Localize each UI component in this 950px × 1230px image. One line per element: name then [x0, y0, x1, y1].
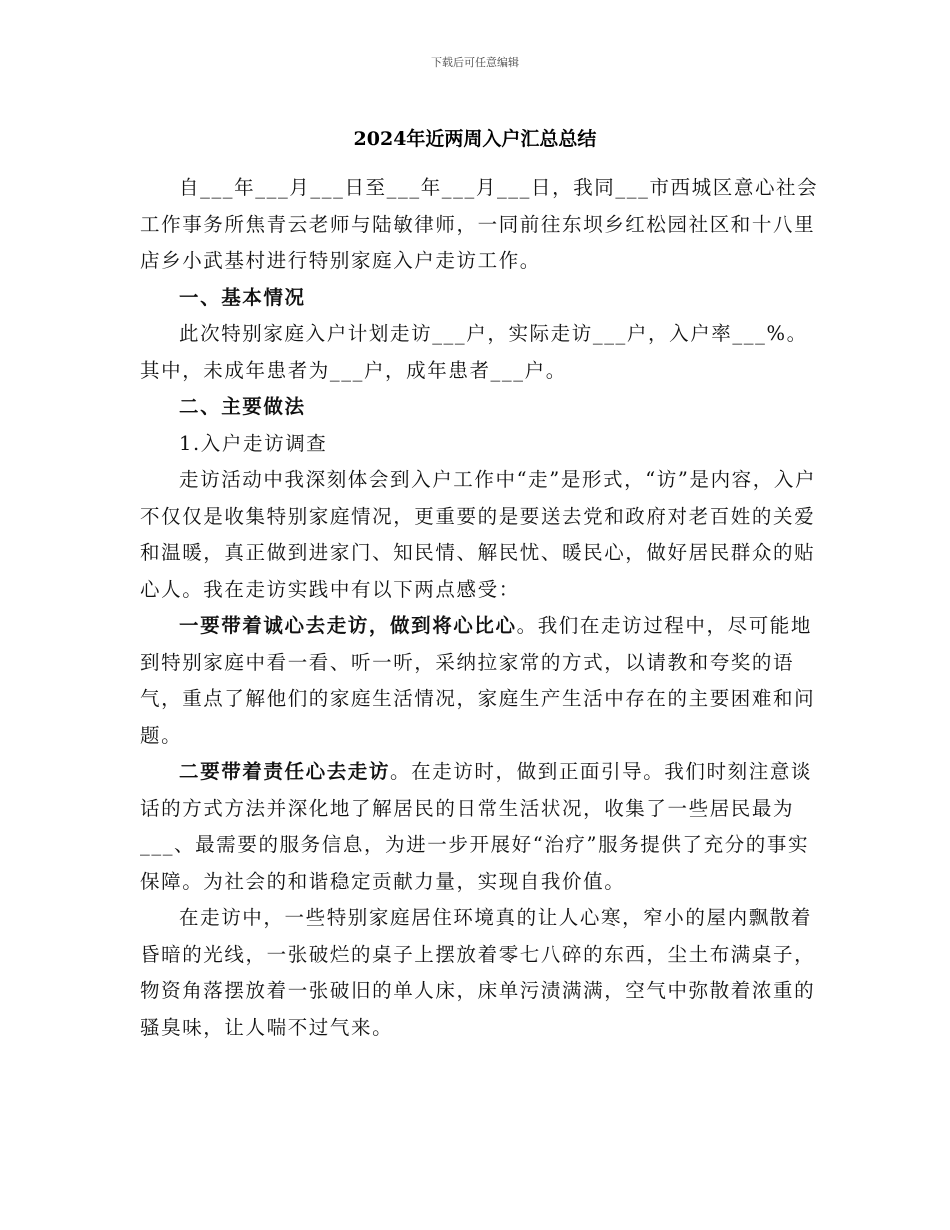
document-body: [140, 170, 820, 1046]
point-2-body: 。在走访时，做到正面引导。我们时刻注意谈话的方式方法并深化地了解居民的日常生活状况，收集了一些居民最为___、最需要的服务信息，为进一步开展好“治疗”服务提供了充分的事实保障。为社会的和谐稳定贡献力量，实现自我价值。: [140, 760, 813, 893]
intro-paragraph: 自___年___月___日至___年___月___日，我同___市西城区意心社会工作事务所焦青云老师与陆敏律师，一同前往东坝乡红松园社区和十八里店乡小武基村进行特别家庭入户走访工作。: [140, 176, 819, 272]
section-1-paragraph: 此次特别家庭入户计划走访___户，实际走访___户，入户率___%。其中，未成年患者为___户，成年患者___户。: [140, 322, 808, 382]
page-header-note: 下载后可任意编辑: [431, 56, 519, 69]
point-1-paragraph: [140, 608, 820, 754]
section-2-heading: 二、主要做法: [179, 395, 306, 418]
document-title: 2024年近两周入户汇总总结: [353, 128, 597, 150]
point-1-body: 。我们在走访过程中，尽可能地到特别家庭中看一看、听一听，采纳拉家常的方式，以请教和夸奖的语气，重点了解他们的家庭生活情况，家庭生产生活中存在的主要困难和问题。: [140, 614, 816, 747]
closing-paragraph: 在走访中，一些特别家庭居住环境真的让人心寒，窄小的屋内飘散着昏暗的光线，一张破烂的桌子上摆放着零七八碎的东西，尘土布满桌子，物资角落摆放着一张破旧的单人床，床单污渍满满，空气中弥散着浓重的骚臭味，让人喘不过气来。: [140, 906, 816, 1039]
point-2-lead: 二要带着责任心去走访: [179, 760, 391, 783]
point-1-lead: 一要带着诚心去走访，做到将心比心: [179, 614, 517, 637]
section-1-heading: 一、基本情况: [179, 285, 306, 309]
point-2-paragraph: [140, 754, 820, 900]
visit-paragraph: 走访活动中我深刻体会到入户工作中“走”是形式，“访”是内容，入户不仅仅是收集特别家庭情况，更重要的是要送去党和政府对老百姓的关爱和温暖，真正做到进家门、知民情、解民忧、暖民心，做好居民群众的贴心人。我在走访实践中有以下两点感受：: [140, 468, 817, 601]
subsection-1-heading: 1.入户走访调查: [179, 431, 328, 455]
